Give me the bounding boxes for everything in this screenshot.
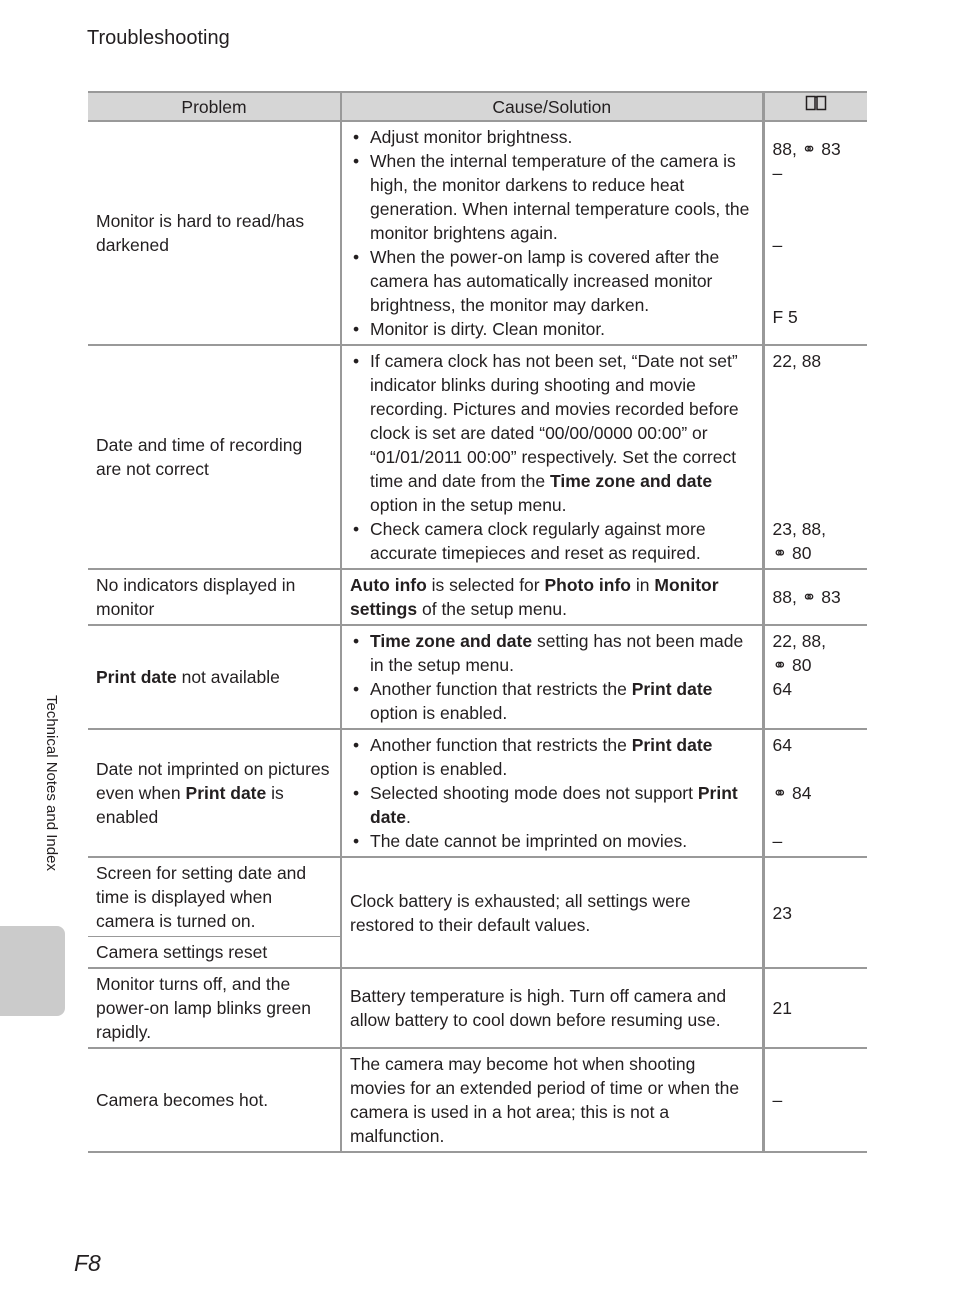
cause-cell: [341, 121, 763, 345]
table-row: [88, 729, 867, 857]
table-row: [88, 1048, 867, 1152]
reference-value: 88, ⚭ 83: [772, 139, 841, 159]
text: is selected for: [431, 575, 540, 595]
cause-list: [350, 125, 754, 341]
cause-list: [350, 629, 754, 725]
text: .: [405, 807, 411, 827]
reference-cell: [763, 569, 867, 625]
reference-cell: [763, 625, 867, 729]
problem-cell: Screen for setting date and time is displayed when camera is turned on.: [88, 857, 341, 937]
bold-text: Monitor settings: [350, 575, 719, 619]
bold-text: Time zone and date: [370, 631, 533, 651]
cause-cell: Battery temperature is high. Turn off camera and allow battery to cool down before resuming use.: [341, 968, 763, 1048]
page-number: F8: [74, 1250, 101, 1276]
text: in: [635, 575, 650, 595]
reference-value: –: [772, 235, 783, 255]
reference-value: ⚭ 80: [772, 655, 812, 675]
cause-cell: [341, 569, 763, 625]
header-reference: [763, 92, 867, 121]
text: Another function that restricts the: [370, 735, 627, 755]
spacer: [773, 257, 860, 305]
text: Selected shooting mode does not support: [370, 783, 693, 803]
bold-text: Print date: [631, 679, 713, 699]
cause-list: [350, 733, 754, 853]
list-item: [370, 629, 754, 677]
text: of the setup menu.: [421, 599, 567, 619]
problem-cell: Date and time of recording are not correct: [88, 345, 341, 569]
reference-value: 88, ⚭ 83: [772, 587, 841, 607]
table-row: [88, 968, 867, 1048]
reference-cell: [763, 729, 867, 857]
problem-cell: Monitor is hard to read/has darkened: [88, 121, 341, 345]
list-item: • The date cannot be imprinted on movies.: [370, 829, 754, 853]
list-item: [370, 733, 754, 781]
spacer: [773, 373, 860, 517]
problem-cell: [88, 729, 341, 857]
bold-text: Print date: [96, 667, 177, 687]
header-cause-solution: Cause/Solution: [341, 92, 763, 121]
reference-value: ⚭ 84: [772, 783, 812, 803]
section-title: Troubleshooting: [87, 27, 230, 49]
bold-text: Print date: [631, 735, 713, 755]
list-item: [370, 677, 754, 725]
troubleshooting-table: [88, 91, 867, 1153]
reference-value: ⚭ 80: [772, 543, 812, 563]
list-item: [370, 781, 754, 829]
table-row: [88, 857, 867, 937]
reference-value: 22, 88,: [772, 631, 827, 651]
header-problem: Problem: [88, 92, 341, 121]
reference-value: 22, 88: [772, 351, 822, 371]
reference-cell: [763, 121, 867, 345]
cause-cell: Clock battery is exhausted; all settings were restored to their default values.: [341, 857, 763, 968]
list-item: • When the internal temperature of the camera is high, the monitor darkens to reduce heat generation. When internal temperature cools, the monitor brightens again.: [370, 149, 754, 245]
bold-text: Print date: [370, 783, 738, 827]
book-reference-icon: [805, 94, 827, 119]
problem-cell: No indicators displayed in monitor: [88, 569, 341, 625]
problem-cell: Monitor turns off, and the power-on lamp blinks green rapidly.: [88, 968, 341, 1048]
text: not available: [181, 667, 280, 687]
side-index-tab: [0, 926, 65, 1016]
table-row: [88, 345, 867, 569]
text: option in the setup menu.: [370, 495, 567, 515]
table-header-row: [88, 92, 867, 121]
table-row: [88, 625, 867, 729]
spacer: [773, 757, 860, 781]
cause-cell: [341, 345, 763, 569]
list-item: • When the power-on lamp is covered after the camera has automatically increased monitor brightness, the monitor may darken.: [370, 245, 754, 317]
text: option is enabled.: [370, 759, 508, 779]
list-item: [370, 349, 754, 517]
reference-value: 64: [772, 735, 792, 755]
reference-value: –: [772, 831, 783, 851]
reference-cell: –: [763, 1048, 867, 1152]
bold-text: Time zone and date: [549, 471, 713, 491]
bold-text: Photo info: [544, 575, 632, 595]
reference-cell: [763, 345, 867, 569]
problem-cell: Camera becomes hot.: [88, 1048, 341, 1152]
text: Another function that restricts the: [370, 679, 627, 699]
problem-cell: Camera settings reset: [88, 937, 341, 969]
side-section-label: Technical Notes and Index: [43, 695, 60, 871]
text: option is enabled.: [370, 703, 508, 723]
reference-value: 23, 88,: [772, 519, 827, 539]
reference-value: –: [772, 163, 783, 183]
spacer: [773, 701, 860, 725]
cause-cell: The camera may become hot when shooting movies for an extended period of time or when the camera is used in a hot area; this is not a malfunction.: [341, 1048, 763, 1152]
list-item: • Check camera clock regularly against more accurate timepieces and reset as required.: [370, 517, 754, 565]
cause-cell: [341, 729, 763, 857]
reference-cell: 21: [763, 968, 867, 1048]
reference-cell: 23: [763, 857, 867, 968]
text: is enabled: [96, 783, 284, 827]
text: setting has not been made in the setup menu.: [370, 631, 744, 675]
reference-value: 64: [772, 679, 792, 699]
list-item: • Monitor is dirty. Clean monitor.: [370, 317, 754, 341]
text: If camera clock has not been set, “Date not set” indicator blinks during shooting and movie recording. Pictures and movies recorded before clock is set are dated “00/00/0000 00:00” or “01/01/2011 00:00” respectively. Set the correct time and date from the: [370, 351, 739, 491]
text: Date not imprinted on pictures even when: [96, 759, 330, 803]
bold-text: Auto info: [350, 575, 427, 595]
table-row: [88, 121, 867, 345]
bold-text: Print date: [185, 783, 267, 803]
spacer: [773, 185, 860, 233]
problem-cell: [88, 625, 341, 729]
table-row: [88, 569, 867, 625]
cause-cell: [341, 625, 763, 729]
cause-list: [350, 349, 754, 565]
reference-value: F 5: [772, 307, 798, 327]
spacer: [773, 805, 860, 829]
list-item: • Adjust monitor brightness.: [370, 125, 754, 149]
